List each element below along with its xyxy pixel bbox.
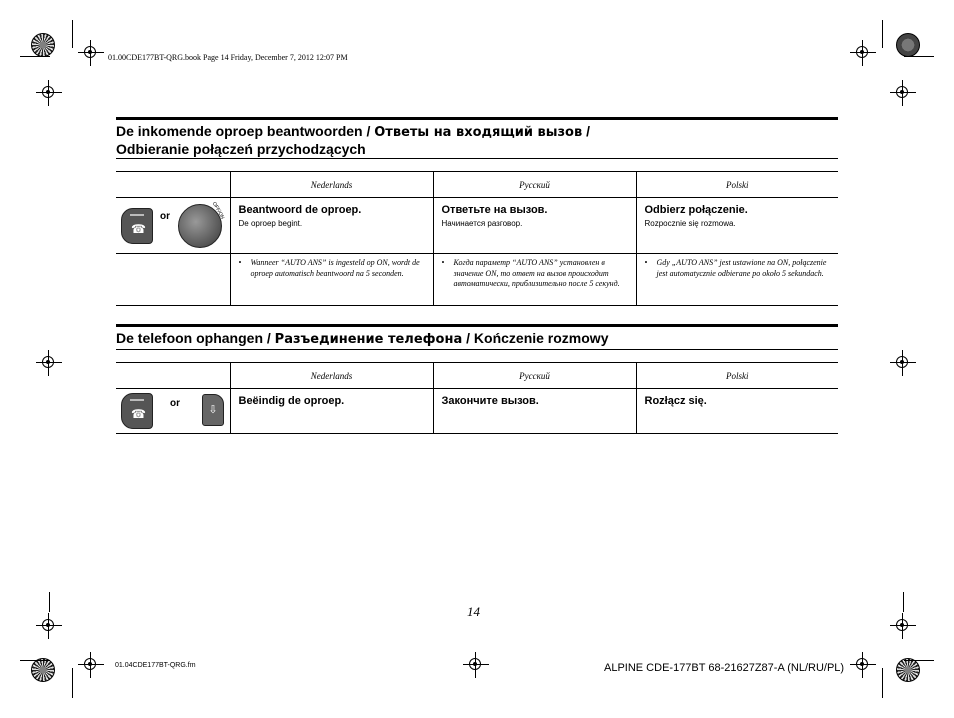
trim-mark — [49, 592, 50, 612]
answer-illustration — [116, 198, 230, 248]
title-nl: De telefoon ophangen / — [116, 330, 275, 346]
illustration-cell — [116, 389, 230, 434]
crosshair-mark — [36, 350, 62, 376]
cell-pl — [636, 198, 838, 254]
illustration-cell — [116, 198, 230, 254]
instruction-pl: Rozłącz się. — [644, 395, 707, 407]
result-nl: De oproep begint. — [238, 219, 303, 228]
column-header-nl: Nederlands — [230, 363, 433, 389]
footer-product-code: ALPINE CDE-177BT 68-21627Z87-A (NL/RU/PL) — [604, 662, 845, 674]
note-pl — [636, 254, 838, 306]
page-number: 14 — [467, 604, 480, 619]
section-title-hang-up — [116, 324, 838, 348]
title-pl: / Kończenie rozmowy — [462, 330, 609, 346]
knob-label: OFF/ON — [210, 201, 226, 221]
trim-mark — [882, 20, 883, 48]
hangup-illustration — [116, 389, 230, 432]
phone-button-icon: ☎ — [121, 208, 153, 244]
illustration-cell-empty — [116, 254, 230, 306]
section-rule — [116, 158, 838, 159]
trim-mark — [882, 668, 883, 698]
crosshair-mark — [78, 652, 104, 678]
column-header-ru: Русский — [433, 172, 636, 198]
crosshair-mark — [890, 350, 916, 376]
instruction-nl: Beantwoord de oproep. — [238, 204, 362, 216]
bullet: • — [238, 258, 242, 267]
trim-mark — [903, 592, 904, 612]
column-header-nl: Nederlands — [230, 172, 433, 198]
table-row — [116, 254, 838, 306]
result-ru: Начинается разговор. — [441, 219, 523, 228]
file-info-header: 01.00CDE177BT-QRG.book Page 14 Friday, December 7, 2012 12:07 PM — [108, 53, 348, 62]
instruction-ru: Ответьте на вызов. — [441, 204, 548, 216]
registration-mark-bottom-right — [896, 658, 920, 682]
table-row — [116, 389, 838, 434]
title-sep: / — [582, 123, 590, 139]
column-header-blank — [116, 172, 230, 198]
or-label: or — [170, 398, 180, 409]
note-nl — [230, 254, 433, 306]
trim-mark — [20, 660, 50, 661]
cell-nl — [230, 198, 433, 254]
answer-call-table — [116, 171, 838, 306]
crosshair-mark — [36, 613, 62, 639]
footer-file-name: 01.04CDE177BT-QRG.fm — [115, 662, 196, 669]
table-header-row — [116, 363, 838, 389]
phone-button-icon: ☎ — [121, 393, 153, 429]
table-row — [116, 198, 838, 254]
column-header-pl: Polski — [636, 363, 838, 389]
trim-mark — [904, 660, 934, 661]
title-ru: Разъединение телефона — [274, 332, 463, 347]
note-text-ru: Когда параметр “AUTO ANS” установлен в значение ON, то ответ на вызов происходит автоматически, приблизительно после 5 секунд. — [453, 258, 620, 288]
note-text-pl: Gdy „AUTO ANS” jest ustawione na ON, połączenie jest automatycznie odbierane po około 5 sekundach. — [656, 258, 827, 278]
crosshair-mark — [36, 80, 62, 106]
crosshair-mark — [890, 613, 916, 639]
registration-mark-bottom-left — [31, 658, 55, 682]
section-title-answer-call — [116, 117, 838, 158]
crosshair-mark — [463, 652, 489, 678]
hang-up-table — [116, 362, 838, 434]
title-nl: De inkomende oproep beantwoorden / — [116, 123, 375, 139]
trim-mark — [72, 20, 73, 48]
hangup-key-icon: ⇩ — [202, 394, 224, 426]
crosshair-mark — [890, 80, 916, 106]
column-header-ru: Русский — [433, 363, 636, 389]
instruction-pl: Odbierz połączenie. — [644, 204, 748, 216]
trim-mark — [20, 56, 50, 57]
cell-ru — [433, 198, 636, 254]
crosshair-mark — [78, 40, 104, 66]
bullet: • — [644, 258, 648, 267]
instruction-nl: Beëindig de oproep. — [238, 395, 345, 407]
trim-mark — [72, 668, 73, 698]
crosshair-mark — [850, 40, 876, 66]
instruction-ru: Закончите вызов. — [441, 395, 539, 407]
registration-mark-top-right — [896, 33, 920, 57]
section-rule — [116, 349, 838, 350]
result-pl: Rozpocznie się rozmowa. — [644, 219, 736, 228]
table-header-row — [116, 172, 838, 198]
registration-mark-top-left — [31, 33, 55, 57]
cell-pl — [636, 389, 838, 434]
cell-nl — [230, 389, 433, 434]
cell-ru — [433, 389, 636, 434]
note-text-nl: Wanneer “AUTO ANS” is ingesteld op ON, wordt de oproep automatisch beantwoord na 5 seconden. — [250, 258, 420, 278]
column-header-blank — [116, 363, 230, 389]
note-ru — [433, 254, 636, 306]
or-label: or — [160, 211, 170, 222]
column-header-pl: Polski — [636, 172, 838, 198]
bullet: • — [441, 258, 445, 267]
trim-mark — [904, 56, 934, 57]
title-pl: Odbieranie połączeń przychodzących — [116, 141, 366, 157]
crosshair-mark — [850, 652, 876, 678]
title-ru: Ответы на входящий вызов — [374, 125, 583, 140]
